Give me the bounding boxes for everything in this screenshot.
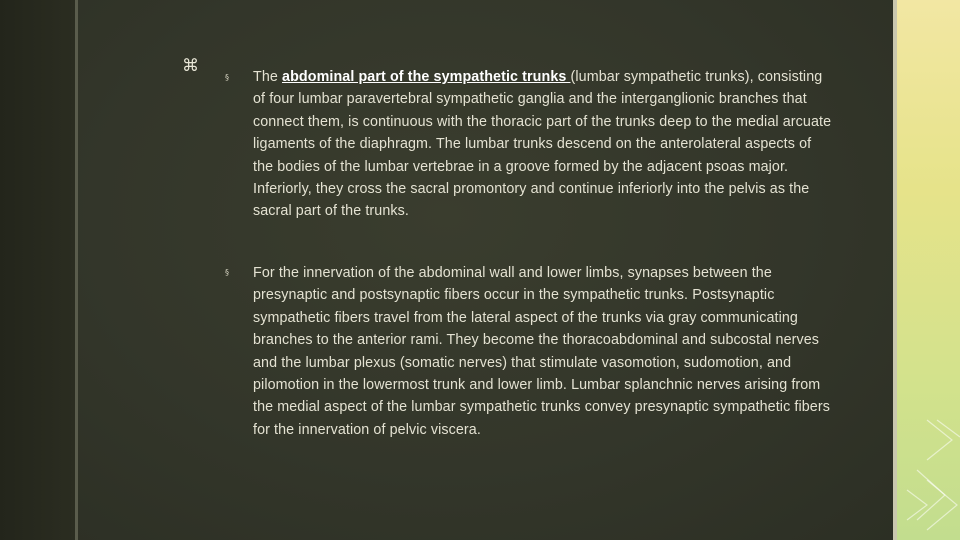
abdominal-part-link[interactable]: abdominal part of the sympathetic trunks bbox=[282, 69, 571, 85]
chevron-pattern-icon bbox=[897, 0, 960, 540]
bullet-marker-2: § bbox=[225, 268, 229, 277]
right-decorative-band bbox=[897, 0, 960, 540]
bullet-1-lead: The bbox=[253, 69, 283, 85]
bullet-1-body: (lumbar sympathetic trunks), consisting of four lumbar paravertebral sympathetic ganglia and the interganglionic branches that connect them, is continuous with the thoracic part of the trunks deep to the medial arcuate ligaments of the diaphragm. The lumbar trunks descend on the anterolateral aspects of the bodies of the lumbar vertebrae in a groove formed by the adjacent psoas major. Inferiorly, they cross the sacral promontory and continue inferiorly into the pelvis as the sacral part of the trunks. bbox=[253, 69, 832, 220]
command-icon: ⌘ bbox=[182, 56, 199, 76]
left-decorative-band bbox=[0, 0, 75, 540]
bullet-text-1 bbox=[253, 66, 833, 223]
bullet-marker-1: § bbox=[225, 73, 229, 82]
bullet-text-2 bbox=[253, 262, 833, 441]
bullet-2-body: For the innervation of the abdominal wall and lower limbs, synapses between the presynaptic and postsynaptic fibers occur in the sympathetic trunks. Postsynaptic sympathetic fibers travel from the lateral aspect of the trunks via gray communicating branches to the anterior rami. They become the thoracoabdominal and subcostal nerves and the lumbar plexus (somatic nerves) that stimulate vasomotion, sudomotion, and pilomotion in the lowermost trunk and lower limb. Lumbar splanchnic nerves arising from the medial aspect of the lumbar sympathetic trunks convey presynaptic sympathetic fibers for the innervation of pelvic viscera. bbox=[253, 265, 830, 438]
